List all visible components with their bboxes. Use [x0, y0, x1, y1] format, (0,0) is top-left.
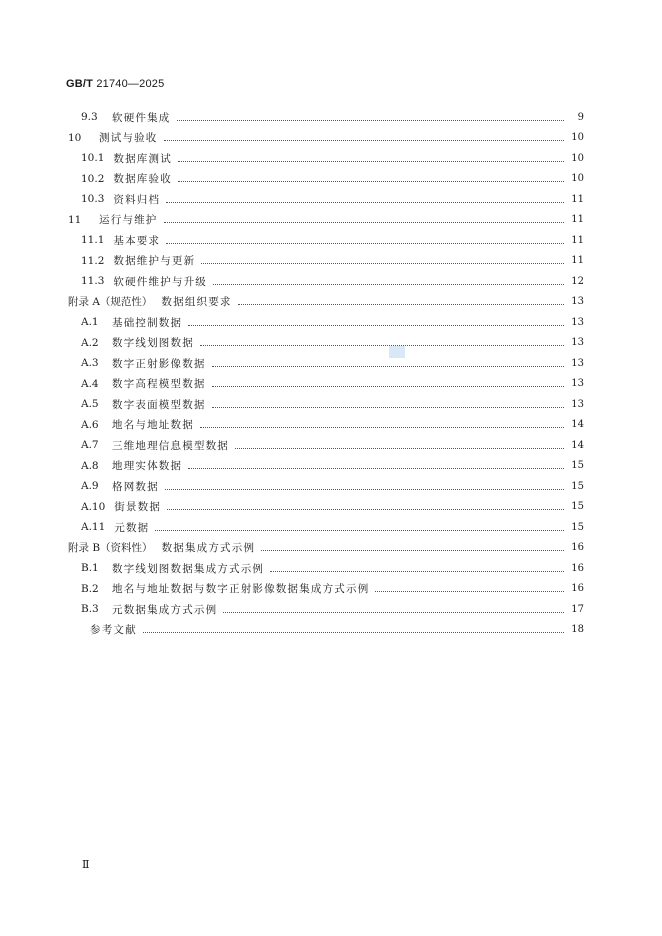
toc-entry-number: B.2 — [81, 582, 99, 595]
toc-entry-number: A.1 — [81, 316, 99, 329]
toc-entry[interactable] — [68, 292, 584, 313]
toc-entry-number: A.7 — [81, 439, 99, 452]
toc-leader-dots — [178, 149, 564, 162]
toc-entry-number: A.5 — [81, 398, 99, 411]
toc-entry[interactable] — [68, 620, 584, 641]
toc-leader-dots — [200, 415, 564, 428]
toc-leader-dots — [188, 456, 564, 469]
toc-leader-dots — [235, 436, 564, 449]
toc-entry-title: 数字线划图数据集成方式示例 — [112, 562, 265, 575]
toc-entry-page: 13 — [571, 316, 584, 328]
toc-entry[interactable] — [68, 312, 584, 333]
toc-entry[interactable] — [68, 497, 584, 518]
toc-entry-number: 10 — [68, 131, 82, 144]
toc-entry-number: 10.2 — [81, 172, 105, 185]
toc-leader-dots — [143, 620, 564, 633]
toc-leader-dots — [166, 231, 564, 244]
toc-entry[interactable] — [68, 230, 584, 251]
toc-entry[interactable] — [68, 271, 584, 292]
toc-entry[interactable] — [68, 210, 584, 231]
toc-entry-page: 13 — [571, 357, 584, 369]
toc-entry[interactable] — [68, 538, 584, 559]
toc-entry-number: B.3 — [81, 603, 99, 616]
toc-entry-page: 16 — [571, 542, 584, 554]
toc-entry-page: 17 — [571, 603, 584, 615]
toc-entry-number: B.1 — [81, 562, 99, 575]
toc-entry-page: 12 — [571, 275, 584, 287]
toc-entry-title: 参考文献 — [90, 624, 137, 637]
toc-entry-number: A.10 — [81, 500, 106, 513]
toc-entry[interactable] — [68, 251, 584, 272]
toc-entry-page: 13 — [571, 378, 584, 390]
toc-entry-title: 数据库测试 — [113, 152, 172, 165]
toc-leader-dots — [213, 272, 564, 285]
toc-entry-page: 13 — [571, 337, 584, 349]
page-number: Ⅱ — [82, 858, 90, 871]
toc-entry[interactable] — [68, 435, 584, 456]
toc-entry-title: 数字高程模型数据 — [112, 378, 206, 391]
toc-leader-dots — [166, 190, 564, 203]
toc-entry[interactable] — [68, 415, 584, 436]
toc-entry-page: 11 — [571, 214, 584, 226]
toc-entry-page: 10 — [571, 152, 584, 164]
toc-entry-page: 18 — [571, 624, 584, 636]
toc-entry-page: 15 — [571, 480, 584, 492]
toc-entry-page: 13 — [571, 296, 584, 308]
toc-entry-title: 数据维护与更新 — [113, 255, 196, 268]
toc-entry[interactable] — [68, 189, 584, 210]
toc-leader-dots — [165, 477, 564, 490]
toc-entry-page: 11 — [571, 234, 584, 246]
toc-leader-dots — [223, 600, 564, 613]
toc-entry[interactable] — [68, 456, 584, 477]
toc-entry-number: A.9 — [81, 480, 99, 493]
toc-leader-dots — [177, 108, 565, 121]
toc-entry-number: 11.1 — [81, 234, 105, 247]
toc-leader-dots — [164, 210, 565, 223]
toc-entry-title: 地理实体数据 — [112, 460, 183, 473]
toc-entry[interactable] — [68, 107, 584, 128]
toc-entry-number: A.11 — [81, 521, 106, 534]
toc-entry-page: 14 — [571, 419, 584, 431]
toc-entry-title: 软硬件集成 — [112, 111, 171, 124]
toc-entry-page: 14 — [571, 439, 584, 451]
toc-entry-number: 9.3 — [81, 111, 98, 124]
toc-leader-dots — [178, 169, 564, 182]
table-of-contents — [68, 107, 584, 640]
toc-leader-dots — [212, 374, 564, 387]
toc-entry[interactable] — [68, 579, 584, 600]
toc-leader-dots — [238, 292, 564, 305]
toc-leader-dots — [375, 579, 564, 592]
toc-entry-page: 16 — [571, 562, 584, 574]
toc-entry-title: 三维地理信息模型数据 — [112, 439, 229, 452]
toc-entry-page: 13 — [571, 398, 584, 410]
toc-entry-title: 地名与地址数据与数字正射影像数据集成方式示例 — [112, 583, 370, 596]
toc-leader-dots — [261, 538, 564, 551]
toc-entry-title: 数据组织要求 — [161, 296, 232, 309]
toc-entry[interactable] — [68, 353, 584, 374]
toc-entry-number: 附录 A（规范性） — [68, 296, 153, 309]
toc-entry-page: 11 — [571, 255, 584, 267]
toc-entry-title: 元数据 — [114, 521, 150, 534]
standard-prefix: GB/T — [66, 78, 94, 90]
toc-entry-title: 资料归档 — [113, 193, 161, 206]
toc-entry-number: 11.3 — [81, 275, 105, 288]
toc-leader-dots — [270, 559, 564, 572]
toc-entry[interactable] — [68, 599, 584, 620]
toc-leader-dots — [155, 518, 564, 531]
toc-entry-page: 9 — [577, 111, 584, 123]
toc-entry-title: 数据库验收 — [113, 173, 172, 186]
toc-entry-page: 15 — [571, 501, 584, 513]
toc-entry[interactable] — [68, 148, 584, 169]
toc-entry-title: 测试与验收 — [99, 132, 158, 145]
toc-entry-title: 数字表面模型数据 — [112, 398, 206, 411]
toc-leader-dots — [212, 354, 564, 367]
toc-entry-number: 11.2 — [81, 254, 105, 267]
toc-entry-number: 10.3 — [81, 193, 105, 206]
toc-entry-number: A.8 — [81, 459, 99, 472]
toc-leader-dots — [188, 313, 564, 326]
toc-entry-page: 10 — [571, 132, 584, 144]
toc-entry-page: 10 — [571, 173, 584, 185]
toc-leader-dots — [167, 497, 564, 510]
toc-entry-title: 街景数据 — [114, 501, 162, 514]
toc-entry-number: A.6 — [81, 418, 99, 431]
toc-entry[interactable] — [68, 394, 584, 415]
toc-entry[interactable] — [68, 517, 584, 538]
toc-entry-page: 15 — [571, 460, 584, 472]
toc-entry-title: 地名与地址数据 — [112, 419, 194, 432]
toc-entry[interactable] — [68, 169, 584, 190]
toc-entry-number: A.2 — [81, 336, 99, 349]
toc-entry[interactable] — [68, 374, 584, 395]
toc-entry-number: A.3 — [81, 357, 99, 370]
toc-entry-title: 运行与维护 — [99, 214, 158, 227]
toc-entry-title: 数字线划图数据 — [112, 337, 194, 350]
toc-entry-title: 格网数据 — [112, 480, 159, 493]
toc-entry-number: 11 — [68, 213, 82, 226]
toc-entry-title: 基本要求 — [113, 234, 161, 247]
toc-entry-number: A.4 — [81, 377, 99, 390]
toc-leader-dots — [212, 395, 564, 408]
toc-entry-title: 基础控制数据 — [112, 316, 183, 329]
toc-entry[interactable] — [68, 476, 584, 497]
toc-entry-page: 11 — [571, 193, 584, 205]
toc-entry-title: 数字正射影像数据 — [112, 357, 206, 370]
toc-leader-dots — [200, 333, 564, 346]
toc-entry-number: 附录 B（资料性） — [68, 542, 153, 555]
toc-entry-title: 软硬件维护与升级 — [113, 275, 207, 288]
toc-leader-dots — [164, 128, 565, 141]
toc-entry-title: 数据集成方式示例 — [161, 542, 256, 555]
toc-entry-page: 16 — [571, 583, 584, 595]
toc-entry-page: 15 — [571, 521, 584, 533]
toc-entry[interactable] — [68, 558, 584, 579]
toc-entry[interactable] — [68, 128, 584, 149]
standard-header — [66, 78, 164, 90]
standard-number: 21740—2025 — [96, 78, 165, 90]
toc-entry-number: 10.1 — [81, 152, 105, 165]
toc-entry-title: 元数据集成方式示例 — [112, 603, 218, 616]
toc-entry[interactable] — [68, 333, 584, 354]
toc-leader-dots — [201, 251, 564, 264]
